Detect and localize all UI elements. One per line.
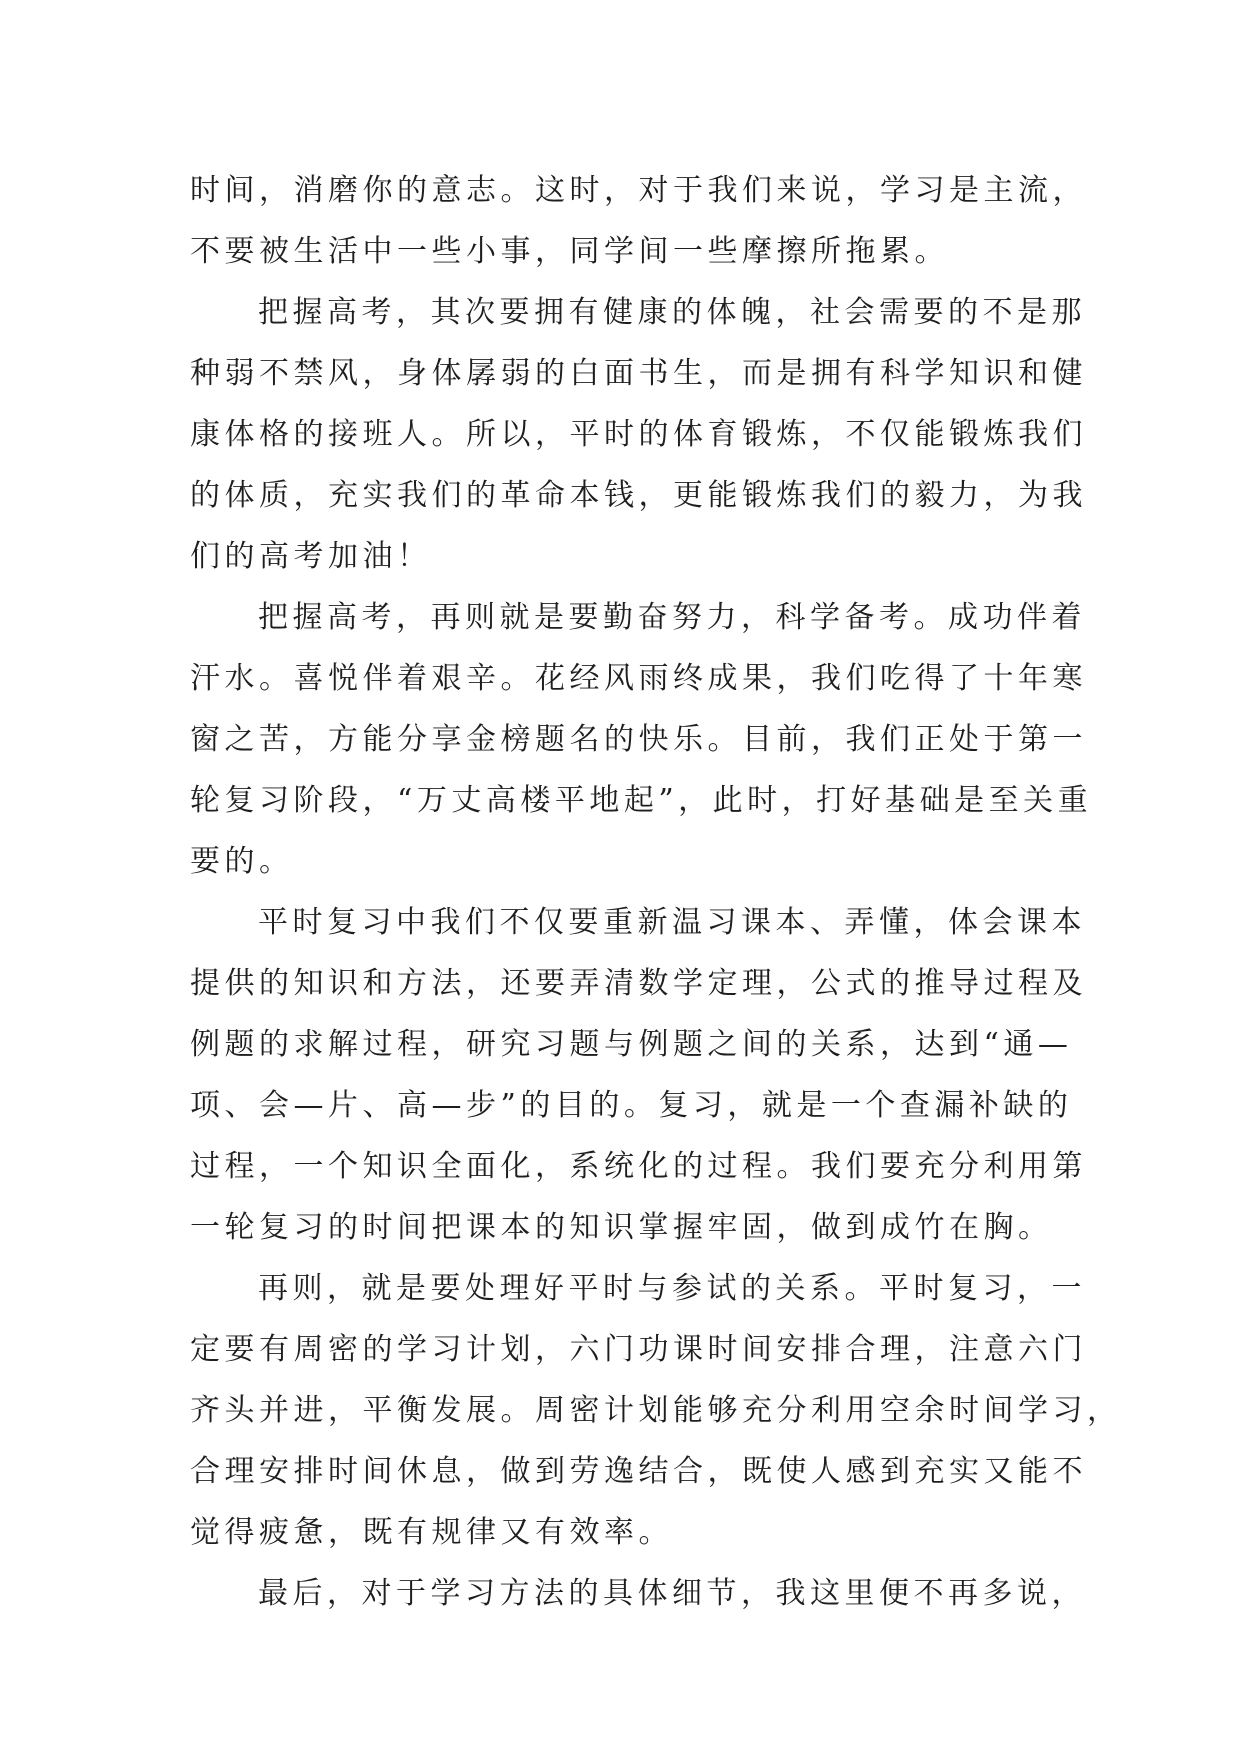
text-line-4: 种弱不禁风，身体孱弱的白面书生，而是拥有科学知识和健 (190, 356, 1087, 391)
text-line-10: 窗之苦，方能分享金榜题名的快乐。目前，我们正处于第一 (190, 722, 1087, 757)
text-line-24: 最后，对于学习方法的具体细节，我这里便不再多说， (258, 1576, 1086, 1611)
text-line-16: 项、会—片、高—步”的目的。复习，就是一个查漏补缺的 (190, 1088, 1073, 1123)
text-line-21: 齐头并进，平衡发展。周密计划能够充分利用空余时间学习， (190, 1393, 1122, 1428)
text-line-23: 觉得疲惫，既有规律又有效率。 (190, 1515, 673, 1550)
document-body (190, 160, 1122, 1624)
text-line-8: 把握高考，再则就是要勤奋努力，科学备考。成功伴着 (258, 600, 1086, 635)
text-line-12: 要的。 (190, 844, 294, 879)
text-line-13: 平时复习中我们不仅要重新温习课本、弄懂，体会课本 (258, 905, 1086, 940)
text-line-2: 不要被生活中一些小事，同学间一些摩擦所拖累。 (190, 234, 949, 269)
text-line-18: 一轮复习的时间把课本的知识掌握牢固，做到成竹在胸。 (190, 1210, 1053, 1245)
text-line-3: 把握高考，其次要拥有健康的体魄，社会需要的不是那 (258, 295, 1086, 330)
text-line-17: 过程，一个知识全面化，系统化的过程。我们要充分利用第 (190, 1149, 1087, 1184)
text-line-11: 轮复习阶段，“万丈高楼平地起”，此时，打好基础是至关重 (190, 783, 1093, 818)
text-line-9: 汗水。喜悦伴着艰辛。花经风雨终成果，我们吃得了十年寒 (190, 661, 1087, 696)
text-line-20: 定要有周密的学习计划，六门功课时间安排合理，注意六门 (190, 1332, 1087, 1367)
text-line-7: 们的高考加油！ (190, 539, 432, 574)
text-line-5: 康体格的接班人。所以，平时的体育锻炼，不仅能锻炼我们 (190, 417, 1087, 452)
text-line-1: 时间，消磨你的意志。这时，对于我们来说，学习是主流， (190, 173, 1087, 208)
text-line-19: 再则，就是要处理好平时与参试的关系。平时复习，一 (258, 1271, 1086, 1306)
text-line-15: 例题的求解过程，研究习题与例题之间的关系，达到“通— (190, 1027, 1073, 1062)
text-line-22: 合理安排时间休息，做到劳逸结合，既使人感到充实又能不 (190, 1454, 1087, 1489)
text-line-14: 提供的知识和方法，还要弄清数学定理，公式的推导过程及 (190, 966, 1087, 1001)
text-line-6: 的体质，充实我们的革命本钱，更能锻炼我们的毅力，为我 (190, 478, 1087, 513)
